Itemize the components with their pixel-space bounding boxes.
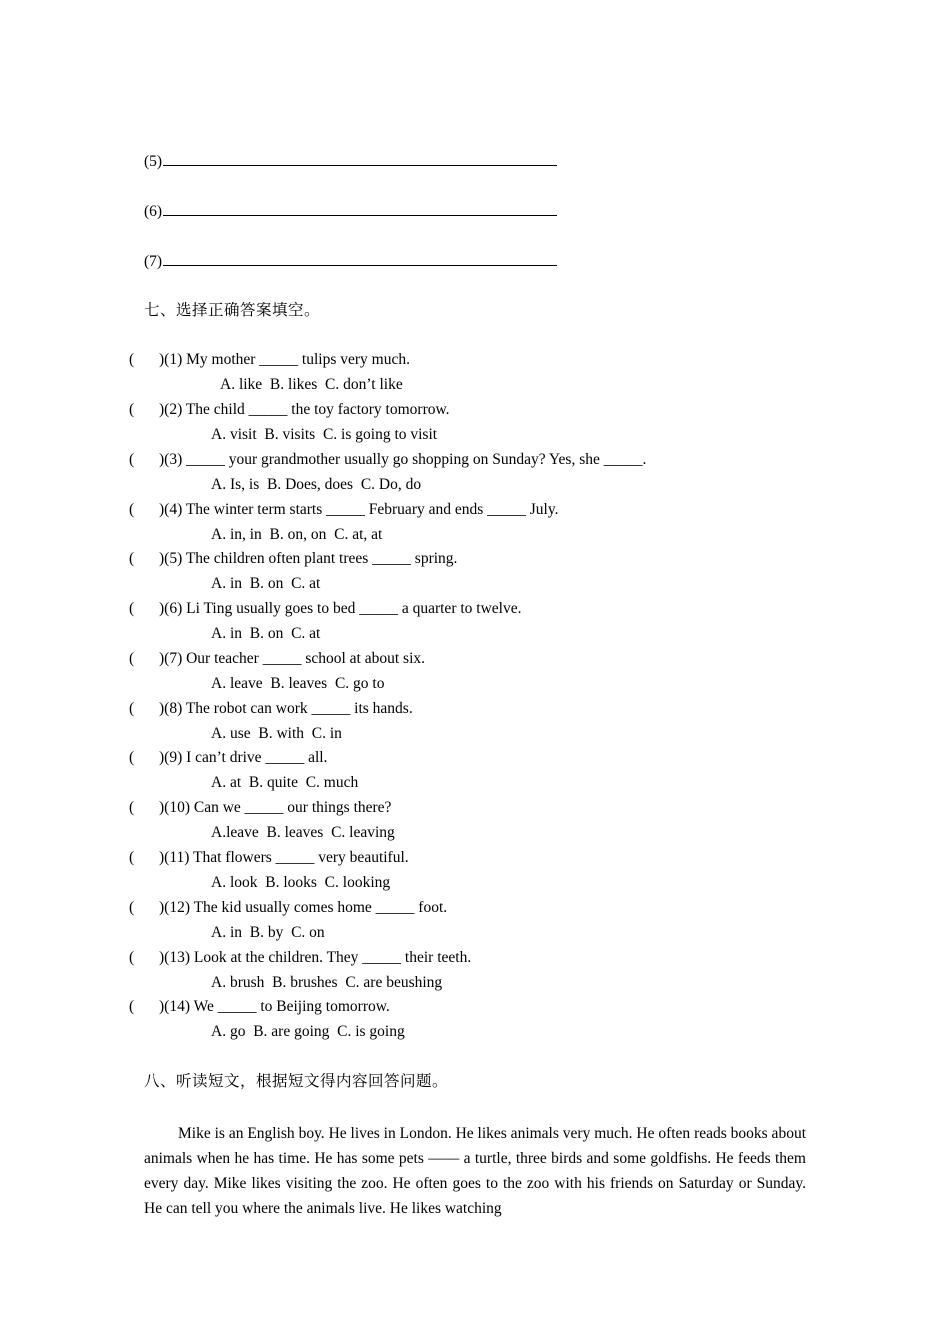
answer-paren: ( xyxy=(129,749,135,766)
question-6 xyxy=(129,598,849,648)
section-8-title: 八、听读短文，根据短文得内容回答问题。 xyxy=(144,1073,449,1090)
question-options: A. like B. likes C. don’t like xyxy=(220,376,403,393)
answer-line-6 xyxy=(144,200,557,222)
answer-paren: ( xyxy=(129,501,135,518)
answer-line-label: (7) xyxy=(144,253,163,270)
answer-paren: ( xyxy=(129,550,135,567)
question-options: A. leave B. leaves C. go to xyxy=(211,675,385,692)
question-4 xyxy=(129,499,849,549)
question-stem: )(5) The children often plant trees _____ spring. xyxy=(159,550,458,567)
question-options: A. in B. on C. at xyxy=(211,625,321,642)
question-stem: )(11) That flowers _____ very beautiful. xyxy=(159,849,409,866)
question-1 xyxy=(129,349,849,399)
answer-line-5 xyxy=(144,150,557,172)
question-7 xyxy=(129,648,849,698)
answer-paren: ( xyxy=(129,650,135,667)
question-10 xyxy=(129,797,849,847)
answer-paren: ( xyxy=(129,351,135,368)
answer-line-label: (6) xyxy=(144,203,163,220)
question-options: A.leave B. leaves C. leaving xyxy=(211,824,395,841)
answer-paren: ( xyxy=(129,451,135,468)
question-stem: )(6) Li Ting usually goes to bed _____ a quarter to twelve. xyxy=(159,600,522,617)
question-stem: )(1) My mother _____ tulips very much. xyxy=(159,351,410,368)
question-9 xyxy=(129,747,849,797)
question-stem: )(12) The kid usually comes home _____ foot. xyxy=(159,899,448,916)
question-options: A. in B. on C. at xyxy=(211,575,321,592)
question-stem: )(10) Can we _____ our things there? xyxy=(159,799,392,816)
question-options: A. use B. with C. in xyxy=(211,725,342,742)
answer-paren: ( xyxy=(129,899,135,916)
question-3 xyxy=(129,449,849,499)
question-stem: )(8) The robot can work _____ its hands. xyxy=(159,700,413,717)
question-options: A. Is, is B. Does, does C. Do, do xyxy=(211,476,422,493)
answer-paren: ( xyxy=(129,998,135,1015)
question-2 xyxy=(129,399,849,449)
question-stem: )(2) The child _____ the toy factory tomorrow. xyxy=(159,401,450,418)
question-8 xyxy=(129,698,849,748)
question-5 xyxy=(129,548,849,598)
question-stem: )(4) The winter term starts _____ February and ends _____ July. xyxy=(159,501,559,518)
answer-line-7 xyxy=(144,250,557,272)
question-12 xyxy=(129,897,849,947)
answer-underline xyxy=(163,250,557,266)
section-7-title: 七、选择正确答案填空。 xyxy=(144,302,321,319)
answer-underline xyxy=(163,200,557,216)
answer-underline xyxy=(163,150,557,166)
question-stem: )(3) _____ your grandmother usually go shopping on Sunday? Yes, she _____. xyxy=(159,451,647,468)
question-stem: )(9) I can’t drive _____ all. xyxy=(159,749,328,766)
question-options: A. look B. looks C. looking xyxy=(211,874,391,891)
answer-paren: ( xyxy=(129,700,135,717)
question-14 xyxy=(129,996,849,1046)
question-11 xyxy=(129,847,849,897)
question-stem: )(14) We _____ to Beijing tomorrow. xyxy=(159,998,390,1015)
answer-paren: ( xyxy=(129,799,135,816)
question-stem: )(7) Our teacher _____ school at about six. xyxy=(159,650,426,667)
question-options: A. in B. by C. on xyxy=(211,924,325,941)
answer-paren: ( xyxy=(129,849,135,866)
question-options: A. go B. are going C. is going xyxy=(211,1023,405,1040)
reading-passage: Mike is an English boy. He lives in London. He likes animals very much. He often reads books about animals when he has time. He has some pets —— a turtle, three birds and some goldfishs. He feeds them every day. Mike likes visiting the zoo. He often goes to the zoo with his friends on Saturday or Sunday. He can tell you where the animals live. He likes watching xyxy=(144,1125,806,1217)
question-options: A. visit B. visits C. is going to visit xyxy=(211,426,438,443)
question-options: A. brush B. brushes C. are beushing xyxy=(211,974,443,991)
answer-line-label: (5) xyxy=(144,153,163,170)
question-13 xyxy=(129,947,849,997)
answer-paren: ( xyxy=(129,949,135,966)
answer-paren: ( xyxy=(129,401,135,418)
question-options: A. in, in B. on, on C. at, at xyxy=(211,526,383,543)
question-stem: )(13) Look at the children. They _____ their teeth. xyxy=(159,949,472,966)
answer-paren: ( xyxy=(129,600,135,617)
question-options: A. at B. quite C. much xyxy=(211,774,359,791)
